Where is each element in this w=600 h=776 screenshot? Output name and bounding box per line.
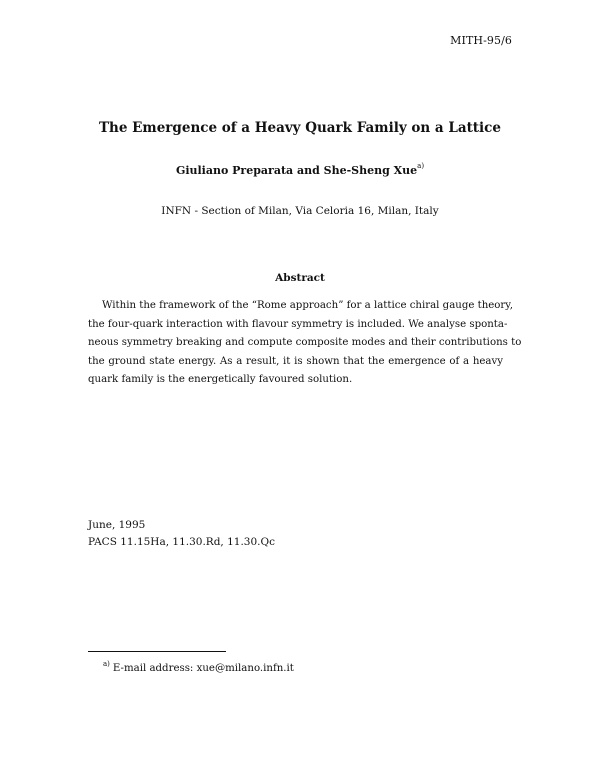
- pacs-codes: PACS 11.15Ha, 11.30.Rd, 11.30.Qc: [88, 536, 275, 548]
- author-footnote-mark: a): [417, 162, 425, 170]
- footnote-mark: a): [103, 660, 110, 668]
- author-names: Giuliano Preparata and She-Sheng Xue: [175, 164, 418, 177]
- footnote: [103, 660, 294, 674]
- submission-date: June, 1995: [88, 519, 146, 531]
- abstract-line: the ground state energy. As a result, it is shown that the emergence of a heavy: [88, 355, 503, 367]
- abstract-line: Within the framework of the “Rome approach” for a lattice chiral gauge theory,: [102, 300, 513, 311]
- abstract-line: neous symmetry breaking and compute composite modes and their contributions to: [88, 337, 522, 348]
- report-number: MITH-95/6: [450, 34, 512, 47]
- paper-title: The Emergence of a Heavy Quark Family on a Lattice: [98, 120, 501, 136]
- footnote-divider: [88, 651, 226, 652]
- footnote-text: E-mail address: xue@milano.infn.it: [112, 663, 294, 674]
- abstract-line: quark family is the energetically favoured solution.: [88, 374, 353, 385]
- abstract-body: [88, 297, 522, 390]
- author-line: [0, 162, 600, 177]
- abstract-heading: Abstract: [275, 272, 325, 284]
- abstract-line: the four-quark interaction with flavour symmetry is included. We analyse sponta-: [88, 318, 508, 330]
- affiliation: INFN - Section of Milan, Via Celoria 16, Milan, Italy: [161, 205, 439, 217]
